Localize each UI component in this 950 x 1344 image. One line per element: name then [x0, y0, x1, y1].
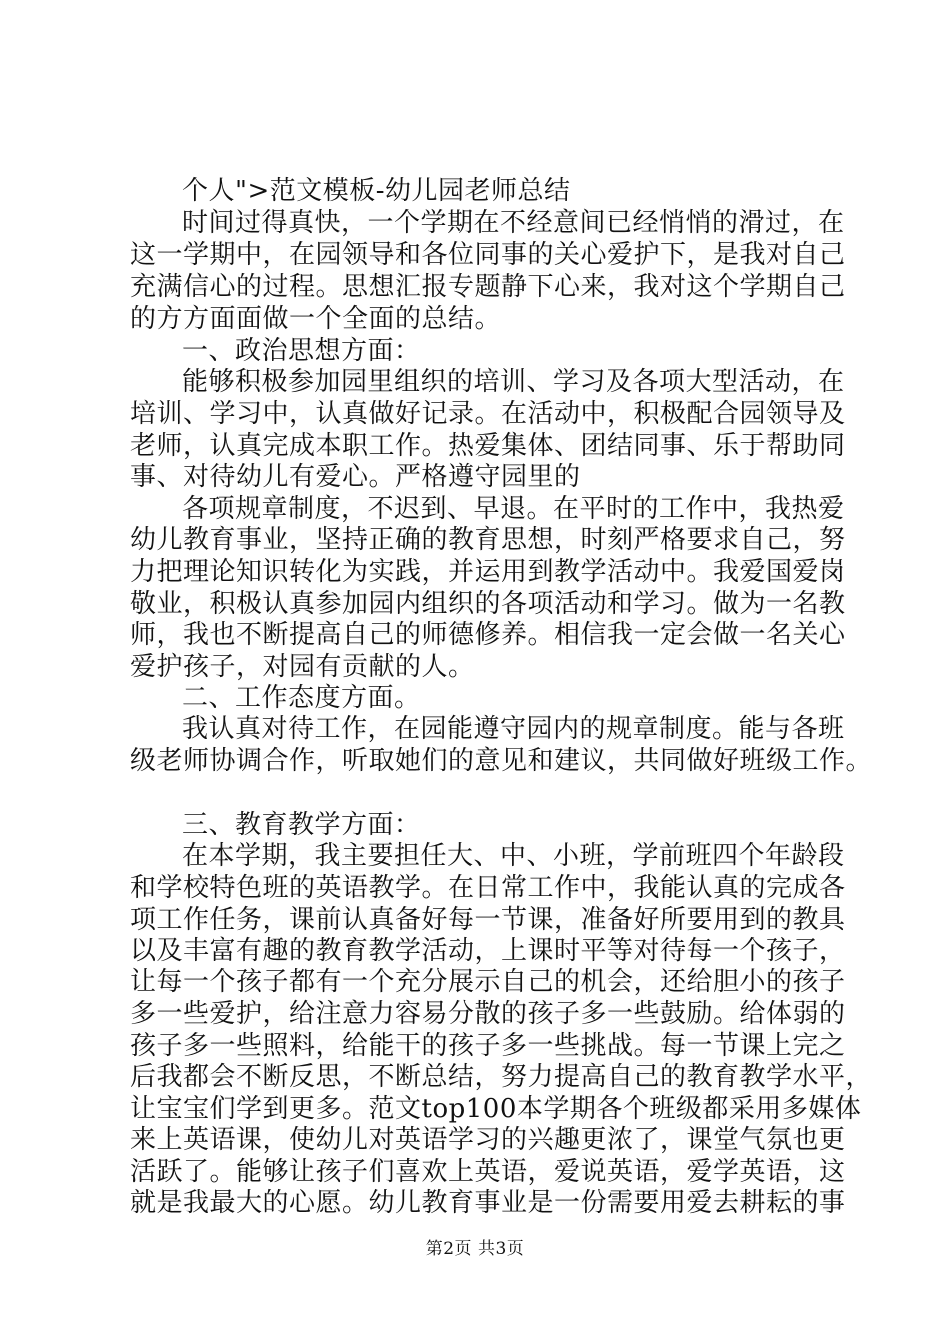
paragraph-line: 力把理论知识转化为实践，并运用到教学活动中。我爱国爱岗 [130, 557, 846, 587]
paragraph-line: 各项规章制度，不迟到、早退。在平时的工作中，我热爱 [182, 494, 845, 524]
paragraph-line: 后我都会不断反思，不断总结，努力提高自己的教育教学水平， [130, 1062, 873, 1092]
paragraph-line: 我认真对待工作，在园能遵守园内的规章制度。能与各班 [182, 714, 845, 744]
paragraph-line: 能够积极参加园里组织的培训、学习及各项大型活动，在 [182, 367, 845, 397]
paragraph-line: 让宝宝们学到更多。范文top100本学期各个班级都采用多媒体 [130, 1094, 862, 1124]
paragraph-line: 培训、学习中，认真做好记录。在活动中，积极配合园领导及 [130, 399, 846, 429]
paragraph-line: 爱护孩子，对园有贡献的人。 [130, 652, 475, 682]
paragraph-line: 项工作任务，课前认真备好每一节课，准备好所要用到的教具 [130, 905, 846, 935]
paragraph-line: 孩子多一些照料，给能干的孩子多一些挑战。每一节课上完之 [130, 1031, 846, 1061]
paragraph-line: 事、对待幼儿有爱心。严格遵守园里的 [130, 462, 581, 492]
paragraph-line: 在本学期，我主要担任大、中、小班，学前班四个年龄段 [182, 841, 845, 871]
paragraph-line: 充满信心的过程。思想汇报专题静下心来，我对这个学期自己 [130, 272, 846, 302]
paragraph-line: 时间过得真快，一个学期在不经意间已经悄悄的滑过，在 [182, 208, 845, 238]
paragraph-line: 幼儿教育事业，坚持正确的教育思想，时刻严格要求自己，努 [130, 525, 846, 555]
paragraph-line: 老师，认真完成本职工作。热爱集体、团结同事、乐于帮助同 [130, 431, 846, 461]
page-number-footer: 第2页 共3页 [425, 1239, 525, 1259]
paragraph-line: 敬业，积极认真参加园内组织的各项活动和学习。做为一名教 [130, 589, 846, 619]
paragraph-line: 活跃了。能够让孩子们喜欢上英语，爱说英语，爱学英语，这 [130, 1157, 846, 1187]
paragraph-line: 和学校特色班的英语教学。在日常工作中，我能认真的完成各 [130, 873, 846, 903]
paragraph-line: 多一些爱护，给注意力容易分散的孩子多一些鼓励。给体弱的 [130, 999, 846, 1029]
paragraph-line: 这一学期中，在园领导和各位同事的关心爱护下，是我对自己 [130, 240, 846, 270]
section-heading: 二、工作态度方面。 [182, 683, 421, 713]
section-heading: 三、教育教学方面： [182, 810, 421, 840]
paragraph-line: 级老师协调合作，听取她们的意见和建议，共同做好班级工作。 [130, 746, 873, 776]
paragraph-line: 师，我也不断提高自己的师德修养。相信我一定会做一名关心 [130, 620, 846, 650]
paragraph-line: 以及丰富有趣的教育教学活动，上课时平等对待每一个孩子， [130, 936, 846, 966]
paragraph-line: 来上英语课，使幼儿对英语学习的兴趣更浓了，课堂气氛也更 [130, 1125, 846, 1155]
document-title: 个人">范文模板-幼儿园老师总结 [182, 176, 571, 206]
paragraph-line: 让每一个孩子都有一个充分展示自己的机会，还给胆小的孩子 [130, 967, 846, 997]
section-heading: 一、政治思想方面： [182, 336, 421, 366]
paragraph-line: 的方方面面做一个全面的总结。 [130, 304, 502, 334]
paragraph-line: 就是我最大的心愿。幼儿教育事业是一份需要用爱去耕耘的事 [130, 1188, 846, 1218]
